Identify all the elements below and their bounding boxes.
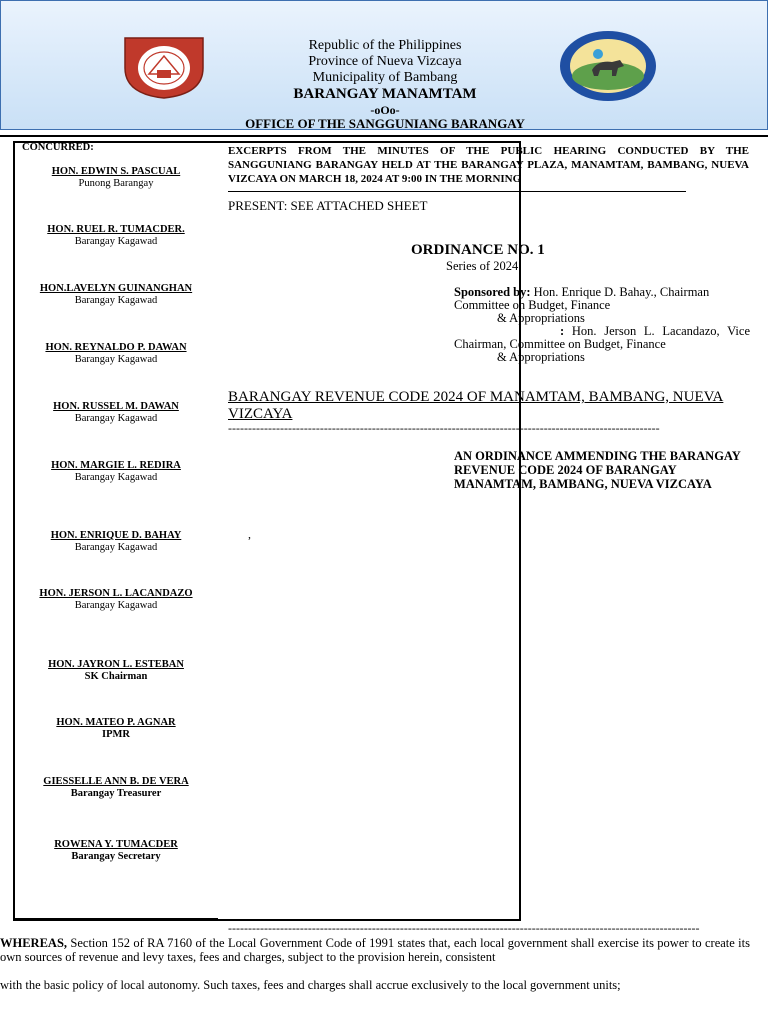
member-name: HON. MATEO P. AGNAR (56, 717, 176, 728)
sponsor-block (454, 286, 750, 364)
sponsor-two-cont: & Appropriations (497, 350, 585, 364)
member-title: Barangay Kagawad (74, 236, 158, 247)
excerpts-paragraph: EXCERPTS FROM THE MINUTES OF THE PUBLIC HEARING CONDUCTED BY THE SANGGUNIANG BARANGAY HELD AT THE BARANGAY PLAZA, MANAMTAM, BAMBANG, NUEVA VIZCAYA ON MARCH 18, 2024 AT 9:00 IN THE MORNING (228, 145, 749, 185)
ordinance-number: ORDINANCE NO. 1 (411, 242, 545, 258)
member-name: HON. ENRIQUE D. BAHAY (50, 530, 182, 541)
member-title: SK Chairman (84, 671, 148, 682)
sponsor-one-cont: & Appropriations (497, 311, 585, 325)
member-title: Barangay Kagawad (74, 472, 158, 483)
sponsor-one: Hon. Enrique D. Bahay., Chairman Committee on Budget, Finance (454, 285, 710, 312)
member-name: HON. RUEL R. TUMACDER. (47, 224, 185, 235)
member-name: HON. REYNALDO P. DAWAN (45, 342, 187, 353)
header-republic: Republic of the Philippines (308, 38, 462, 53)
member-name: HON. RUSSEL M. DAWAN (53, 401, 179, 412)
present-line: PRESENT: SEE ATTACHED SHEET (228, 198, 428, 213)
member-title: Barangay Kagawad (74, 295, 158, 306)
member-name: HON. JERSON L. LACANDAZO (39, 588, 193, 599)
member-title: IPMR (102, 729, 130, 740)
member-name: HON. MARGIE L. REDIRA (51, 460, 181, 471)
member-title: Barangay Kagawad (74, 600, 158, 611)
member-title: Punong Barangay (78, 178, 154, 189)
member-title: Barangay Secretary (71, 851, 161, 862)
header-province: Province of Nueva Vizcaya (308, 54, 462, 69)
divider (13, 918, 218, 921)
amending-title: AN ORDINANCE AMMENDING THE BARANGAY REVENUE CODE 2024 OF BARANGAY MANAMTAM, BAMBANG, NUEVA VIZCAYA (454, 449, 741, 491)
member-name: ROWENA Y. TUMACDER (54, 839, 178, 850)
divider (0, 135, 768, 137)
sponsored-label: Sponsored by: (454, 285, 531, 299)
member-name: GIESSELLE ANN B. DE VERA (43, 776, 189, 787)
whereas-text: Section 152 of RA 7160 of the Local Government Code of 1991 states that, each local government shall exercise its power to create its own sources of revenue and levy taxes, fees and charges, subject to the provision herein, consistent (0, 936, 750, 964)
member-name: HON.LAVELYN GUINANGHAN (39, 283, 193, 294)
divider (228, 191, 686, 192)
member-title: Barangay Kagawad (74, 413, 158, 424)
sponsor-two-colon: : (560, 324, 565, 338)
member-name: HON. JAYRON L. ESTEBAN (48, 659, 184, 670)
header-separator: -oOo- (370, 103, 400, 117)
header-office: OFFICE OF THE SANGGUNIANG BARANGAY (245, 116, 525, 131)
sponsor-two: Hon. Jerson L. Lacandazo, Vice Chairman, Committee on Budget, Finance (454, 324, 750, 351)
whereas-continuation: with the basic policy of local autonomy. Such taxes, fees and charges shall accrue exclusively to the local government units; (0, 978, 621, 992)
whereas-paragraph (0, 936, 750, 964)
concurred-heading: CONCURRED: (22, 142, 94, 153)
member-name: HON. EDWIN S. PASCUAL (51, 166, 181, 177)
header-municipality: Municipality of Bambang (312, 70, 458, 85)
revenue-code-title: BARANGAY REVENUE CODE 2024 OF MANAMTAM, BAMBANG, NUEVA VIZCAYA (228, 389, 724, 422)
dashed-rule-bottom: ---------------------------------------------------------------------------------------------------------------------- (228, 921, 700, 935)
member-title: Barangay Kagawad (74, 354, 158, 365)
member-title: Barangay Treasurer (70, 788, 162, 799)
member-title: Barangay Kagawad (74, 542, 158, 553)
stray-comma: , (248, 527, 251, 541)
ordinance-series: Series of 2024 (446, 259, 519, 273)
whereas-label: WHEREAS, (0, 936, 68, 950)
letterhead (0, 0, 768, 130)
sponsor-two-line (454, 325, 750, 351)
dashed-rule: ------------------------------------------------------------------------------------------------------------ (228, 421, 660, 435)
header-barangay: BARANGAY MANAMTAM (293, 86, 477, 102)
